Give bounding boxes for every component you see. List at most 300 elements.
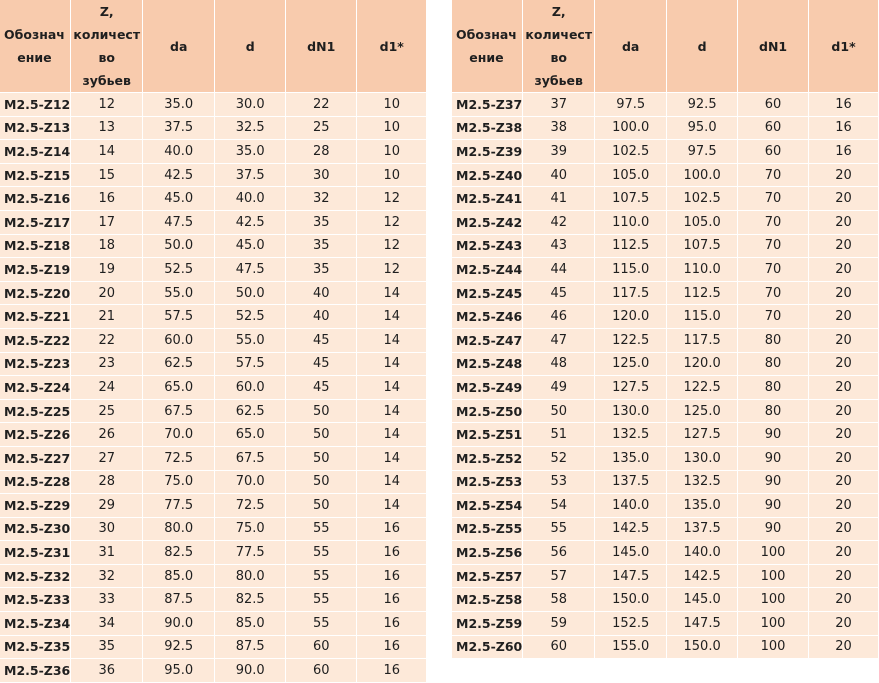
designation-cell: M2.5-Z42 [452,211,523,235]
teeth-count-cell: 13 [71,117,143,141]
dn1-cell: 32 [286,187,357,211]
dn1-cell: 40 [286,282,357,306]
da-cell: 145.0 [595,541,667,565]
dn1-cell: 35 [286,235,357,259]
teeth-count-cell: 43 [523,235,595,259]
designation-cell: M2.5-Z18 [0,235,71,259]
table-row [452,187,879,211]
da-cell: 37.5 [143,117,215,141]
header-designation-line: ение [469,50,504,65]
designation-cell: M2.5-Z48 [452,353,523,377]
table-row [452,423,879,447]
table-row [0,588,427,612]
da-cell: 85.0 [143,565,215,589]
designation-cell: M2.5-Z41 [452,187,523,211]
table-row [0,423,427,447]
dn1-cell: 90 [738,423,809,447]
da-cell: 92.5 [143,636,215,660]
d-cell: 52.5 [215,305,286,329]
d1-cell: 20 [809,400,879,424]
d-cell: 47.5 [215,258,286,282]
dn1-cell: 100 [738,612,809,636]
dn1-cell: 35 [286,258,357,282]
header-designation-line: ение [17,50,52,65]
table-row [452,140,879,164]
teeth-count-cell: 19 [71,258,143,282]
da-cell: 80.0 [143,518,215,542]
teeth-count-cell: 36 [71,659,143,683]
designation-cell: M2.5-Z31 [0,541,71,565]
table-row [0,282,427,306]
dn1-cell: 55 [286,612,357,636]
dn1-cell: 70 [738,305,809,329]
teeth-count-cell: 39 [523,140,595,164]
table-row [0,211,427,235]
d1-cell: 20 [809,541,879,565]
table-row [0,353,427,377]
table-row [0,187,427,211]
d1-cell: 14 [357,329,427,353]
table-row [452,612,879,636]
designation-cell: M2.5-Z19 [0,258,71,282]
d-cell: 105.0 [667,211,738,235]
table-row [452,305,879,329]
teeth-count-cell: 57 [523,565,595,589]
da-cell: 67.5 [143,400,215,424]
designation-cell: M2.5-Z56 [452,541,523,565]
da-cell: 150.0 [595,588,667,612]
table-row [452,494,879,518]
da-cell: 137.5 [595,471,667,495]
d-cell: 80.0 [215,565,286,589]
header-row [452,0,879,93]
teeth-count-cell: 44 [523,258,595,282]
da-cell: 40.0 [143,140,215,164]
table-row [452,258,879,282]
header-teeth-line: во [550,50,567,65]
designation-cell: M2.5-Z52 [452,447,523,471]
header-teeth-line: Z, [551,4,566,19]
da-cell: 35.0 [143,93,215,117]
d1-cell: 10 [357,164,427,188]
teeth-count-cell: 56 [523,541,595,565]
designation-cell: M2.5-Z44 [452,258,523,282]
d-cell: 40.0 [215,187,286,211]
da-cell: 95.0 [143,659,215,683]
d1-cell: 14 [357,400,427,424]
designation-cell: M2.5-Z53 [452,471,523,495]
designation-cell: M2.5-Z57 [452,565,523,589]
d1-cell: 12 [357,187,427,211]
teeth-count-cell: 37 [523,93,595,117]
table-row [0,93,427,117]
d1-cell: 14 [357,471,427,495]
d-cell: 67.5 [215,447,286,471]
d-cell: 97.5 [667,140,738,164]
d-cell: 125.0 [667,400,738,424]
d1-cell: 14 [357,305,427,329]
teeth-count-cell: 26 [71,423,143,447]
table-row [452,518,879,542]
table-row [452,541,879,565]
teeth-count-cell: 18 [71,235,143,259]
dn1-cell: 70 [738,211,809,235]
designation-cell: M2.5-Z39 [452,140,523,164]
designation-cell: M2.5-Z33 [0,588,71,612]
table-row [452,164,879,188]
da-cell: 50.0 [143,235,215,259]
teeth-count-cell: 20 [71,282,143,306]
dn1-cell: 60 [738,117,809,141]
dn1-cell: 100 [738,636,809,660]
table-row [0,636,427,660]
d-cell: 30.0 [215,93,286,117]
dn1-cell: 90 [738,494,809,518]
teeth-count-cell: 17 [71,211,143,235]
teeth-count-cell: 16 [71,187,143,211]
da-cell: 57.5 [143,305,215,329]
table-row [0,565,427,589]
d1-cell: 16 [809,93,879,117]
designation-cell: M2.5-Z30 [0,518,71,542]
d1-cell: 10 [357,140,427,164]
teeth-count-cell: 30 [71,518,143,542]
table-row [0,140,427,164]
header-row [0,0,427,93]
teeth-count-cell: 33 [71,588,143,612]
header-teeth-line: количест [73,27,141,42]
header-designation [452,0,523,93]
d1-cell: 16 [357,636,427,660]
da-cell: 77.5 [143,494,215,518]
d1-cell: 16 [357,541,427,565]
teeth-count-cell: 28 [71,471,143,495]
d-cell: 130.0 [667,447,738,471]
teeth-count-cell: 14 [71,140,143,164]
da-cell: 100.0 [595,117,667,141]
teeth-count-cell: 29 [71,494,143,518]
dn1-cell: 22 [286,93,357,117]
dn1-cell: 50 [286,423,357,447]
dn1-cell: 55 [286,588,357,612]
d-cell: 147.5 [667,612,738,636]
teeth-count-cell: 53 [523,471,595,495]
d1-cell: 14 [357,376,427,400]
d1-cell: 20 [809,282,879,306]
table-row [452,353,879,377]
header-da: da [143,0,215,93]
header-teeth-count [523,0,595,93]
d-cell: 127.5 [667,423,738,447]
dn1-cell: 80 [738,376,809,400]
table-row [0,400,427,424]
designation-cell: M2.5-Z38 [452,117,523,141]
d-cell: 65.0 [215,423,286,447]
table-row [0,471,427,495]
d1-cell: 20 [809,235,879,259]
dn1-cell: 45 [286,353,357,377]
d1-cell: 20 [809,164,879,188]
da-cell: 127.5 [595,376,667,400]
d-cell: 110.0 [667,258,738,282]
dn1-cell: 45 [286,376,357,400]
header-teeth-line: зубьев [534,73,583,88]
da-cell: 115.0 [595,258,667,282]
d-cell: 62.5 [215,400,286,424]
table-row [0,659,427,683]
d1-cell: 20 [809,518,879,542]
dn1-cell: 30 [286,164,357,188]
d-cell: 35.0 [215,140,286,164]
d1-cell: 20 [809,588,879,612]
dn1-cell: 70 [738,164,809,188]
dn1-cell: 55 [286,565,357,589]
d1-cell: 20 [809,211,879,235]
table-row [452,588,879,612]
da-cell: 55.0 [143,282,215,306]
table-row [0,305,427,329]
designation-cell: M2.5-Z34 [0,612,71,636]
designation-cell: M2.5-Z13 [0,117,71,141]
dn1-cell: 80 [738,353,809,377]
dn1-cell: 100 [738,565,809,589]
gear-table-right [452,0,879,659]
dn1-cell: 55 [286,518,357,542]
header-designation [0,0,71,93]
dn1-cell: 50 [286,494,357,518]
teeth-count-cell: 50 [523,400,595,424]
teeth-count-cell: 52 [523,447,595,471]
table-row [0,235,427,259]
dn1-cell: 50 [286,471,357,495]
table-row [0,447,427,471]
teeth-count-cell: 54 [523,494,595,518]
dn1-cell: 90 [738,471,809,495]
d-cell: 77.5 [215,541,286,565]
d-cell: 92.5 [667,93,738,117]
header-dn1: dN1 [286,0,357,93]
d1-cell: 16 [357,612,427,636]
d1-cell: 20 [809,258,879,282]
d1-cell: 16 [809,140,879,164]
designation-cell: M2.5-Z51 [452,423,523,447]
da-cell: 147.5 [595,565,667,589]
d-cell: 50.0 [215,282,286,306]
d-cell: 90.0 [215,659,286,683]
table-row [0,329,427,353]
d1-cell: 20 [809,305,879,329]
table-row [452,376,879,400]
da-cell: 90.0 [143,612,215,636]
designation-cell: M2.5-Z16 [0,187,71,211]
da-cell: 130.0 [595,400,667,424]
da-cell: 117.5 [595,282,667,306]
d1-cell: 12 [357,235,427,259]
d-cell: 57.5 [215,353,286,377]
header-teeth-line: Z, [99,4,114,19]
d-cell: 140.0 [667,541,738,565]
table-row [0,612,427,636]
teeth-count-cell: 59 [523,612,595,636]
da-cell: 135.0 [595,447,667,471]
d-cell: 55.0 [215,329,286,353]
d-cell: 32.5 [215,117,286,141]
designation-cell: M2.5-Z54 [452,494,523,518]
d1-cell: 20 [809,329,879,353]
d-cell: 85.0 [215,612,286,636]
table-row [452,636,879,660]
header-designation-line: Обознач [4,27,65,42]
table-row [452,400,879,424]
teeth-count-cell: 51 [523,423,595,447]
designation-cell: M2.5-Z59 [452,612,523,636]
d1-cell: 20 [809,353,879,377]
teeth-count-cell: 23 [71,353,143,377]
designation-cell: M2.5-Z12 [0,93,71,117]
dn1-cell: 90 [738,447,809,471]
d1-cell: 14 [357,423,427,447]
da-cell: 72.5 [143,447,215,471]
designation-cell: M2.5-Z17 [0,211,71,235]
teeth-count-cell: 24 [71,376,143,400]
teeth-count-cell: 38 [523,117,595,141]
designation-cell: M2.5-Z20 [0,282,71,306]
d1-cell: 20 [809,187,879,211]
da-cell: 155.0 [595,636,667,660]
teeth-count-cell: 21 [71,305,143,329]
teeth-count-cell: 42 [523,211,595,235]
designation-cell: M2.5-Z36 [0,659,71,683]
designation-cell: M2.5-Z43 [452,235,523,259]
da-cell: 42.5 [143,164,215,188]
designation-cell: M2.5-Z49 [452,376,523,400]
table-row [452,117,879,141]
designation-cell: M2.5-Z55 [452,518,523,542]
d1-cell: 14 [357,447,427,471]
teeth-count-cell: 40 [523,164,595,188]
d-cell: 132.5 [667,471,738,495]
d1-cell: 20 [809,565,879,589]
d-cell: 37.5 [215,164,286,188]
da-cell: 87.5 [143,588,215,612]
d1-cell: 20 [809,471,879,495]
da-cell: 152.5 [595,612,667,636]
da-cell: 82.5 [143,541,215,565]
teeth-count-cell: 27 [71,447,143,471]
teeth-count-cell: 58 [523,588,595,612]
dn1-cell: 80 [738,400,809,424]
dn1-cell: 35 [286,211,357,235]
dn1-cell: 70 [738,235,809,259]
d-cell: 87.5 [215,636,286,660]
dn1-cell: 70 [738,187,809,211]
da-cell: 60.0 [143,329,215,353]
d1-cell: 10 [357,117,427,141]
table-row [452,93,879,117]
d1-cell: 12 [357,258,427,282]
teeth-count-cell: 41 [523,187,595,211]
da-cell: 65.0 [143,376,215,400]
teeth-count-cell: 49 [523,376,595,400]
designation-cell: M2.5-Z28 [0,471,71,495]
designation-cell: M2.5-Z24 [0,376,71,400]
da-cell: 45.0 [143,187,215,211]
dn1-cell: 50 [286,447,357,471]
da-cell: 110.0 [595,211,667,235]
teeth-count-cell: 48 [523,353,595,377]
d-cell: 82.5 [215,588,286,612]
dn1-cell: 55 [286,541,357,565]
da-cell: 120.0 [595,305,667,329]
designation-cell: M2.5-Z27 [0,447,71,471]
d-cell: 137.5 [667,518,738,542]
table-row [0,164,427,188]
table-row [0,541,427,565]
d-cell: 115.0 [667,305,738,329]
d-cell: 112.5 [667,282,738,306]
d1-cell: 20 [809,494,879,518]
table-row [452,447,879,471]
da-cell: 70.0 [143,423,215,447]
dn1-cell: 70 [738,282,809,306]
designation-cell: M2.5-Z47 [452,329,523,353]
designation-cell: M2.5-Z32 [0,565,71,589]
d-cell: 75.0 [215,518,286,542]
d1-cell: 16 [357,518,427,542]
header-d1: d1* [357,0,427,93]
dn1-cell: 25 [286,117,357,141]
da-cell: 142.5 [595,518,667,542]
d-cell: 70.0 [215,471,286,495]
dn1-cell: 28 [286,140,357,164]
d1-cell: 16 [357,659,427,683]
teeth-count-cell: 34 [71,612,143,636]
d-cell: 142.5 [667,565,738,589]
da-cell: 47.5 [143,211,215,235]
d1-cell: 14 [357,282,427,306]
da-cell: 122.5 [595,329,667,353]
d-cell: 120.0 [667,353,738,377]
da-cell: 97.5 [595,93,667,117]
teeth-count-cell: 46 [523,305,595,329]
teeth-count-cell: 35 [71,636,143,660]
d1-cell: 12 [357,211,427,235]
teeth-count-cell: 55 [523,518,595,542]
teeth-count-cell: 15 [71,164,143,188]
teeth-count-cell: 47 [523,329,595,353]
d-cell: 135.0 [667,494,738,518]
designation-cell: M2.5-Z29 [0,494,71,518]
designation-cell: M2.5-Z45 [452,282,523,306]
dn1-cell: 40 [286,305,357,329]
da-cell: 62.5 [143,353,215,377]
d1-cell: 16 [357,588,427,612]
dn1-cell: 60 [738,93,809,117]
table-row [0,518,427,542]
d1-cell: 16 [357,565,427,589]
da-cell: 52.5 [143,258,215,282]
d-cell: 72.5 [215,494,286,518]
designation-cell: M2.5-Z35 [0,636,71,660]
gear-table-left [0,0,427,683]
d-cell: 150.0 [667,636,738,660]
designation-cell: M2.5-Z26 [0,423,71,447]
table-row [0,494,427,518]
dn1-cell: 50 [286,400,357,424]
dn1-cell: 100 [738,541,809,565]
header-d: d [667,0,738,93]
teeth-count-cell: 32 [71,565,143,589]
